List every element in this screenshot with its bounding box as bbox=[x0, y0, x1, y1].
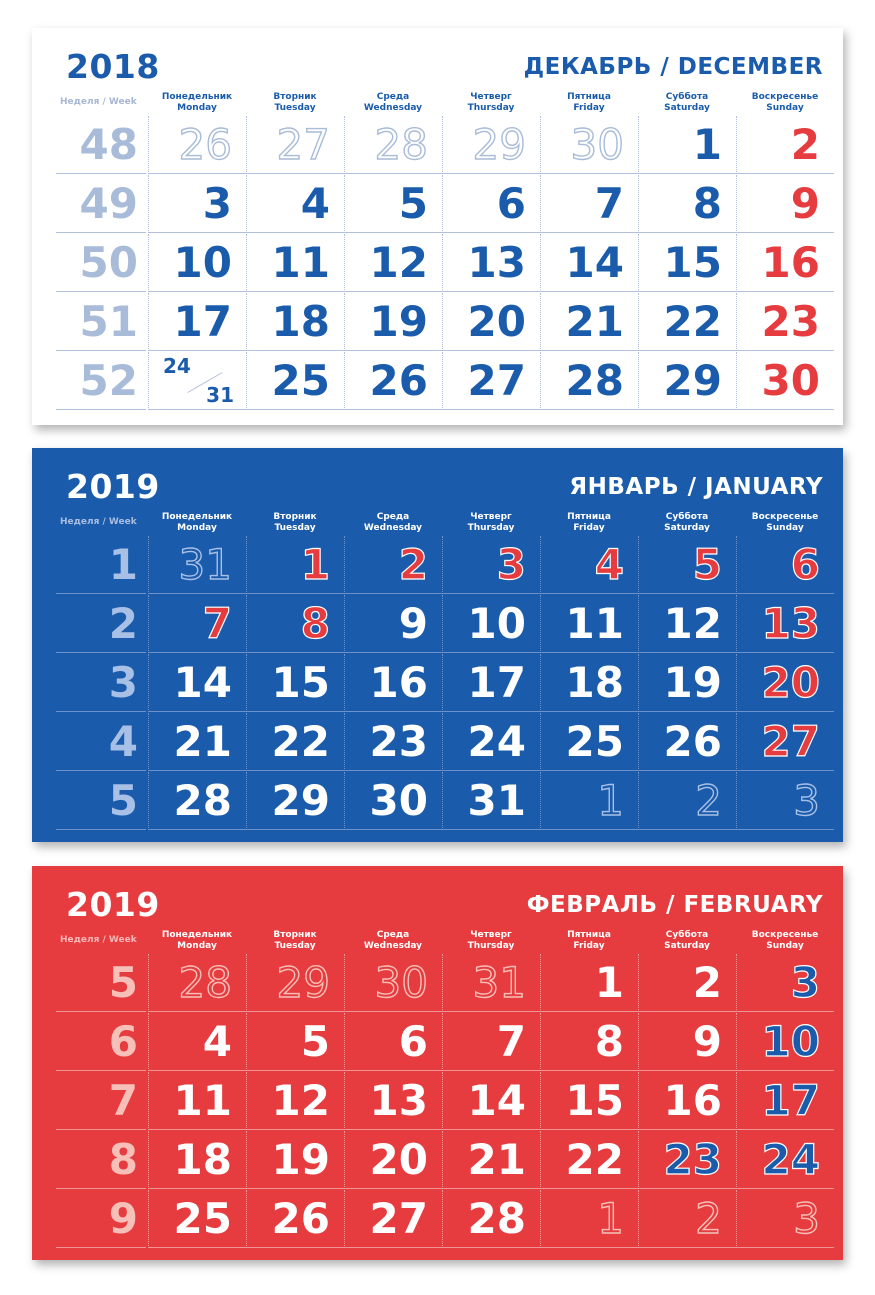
day-header-ru: Пятница bbox=[567, 92, 611, 102]
year-label: 2019 bbox=[66, 467, 160, 506]
day-cell: 27 bbox=[344, 1190, 442, 1248]
day-cell: 24 bbox=[736, 1131, 834, 1189]
day-header-en: Sunday bbox=[766, 941, 804, 951]
week-column-header: Неделя / Week bbox=[60, 97, 137, 107]
year-label: 2019 bbox=[66, 885, 160, 924]
day-cell: 2 bbox=[638, 772, 736, 830]
week-number: 9 bbox=[56, 1190, 146, 1248]
week-number: 6 bbox=[56, 1013, 146, 1071]
day-cell: 7 bbox=[148, 595, 246, 653]
day-cell: 6 bbox=[442, 175, 540, 233]
day-header-en: Wednesday bbox=[363, 941, 423, 951]
day-number-secondary: 31 bbox=[206, 383, 234, 407]
day-cell: 28 bbox=[442, 1190, 540, 1248]
day-cell: 4 bbox=[540, 536, 638, 594]
day-cell: 27 bbox=[246, 116, 344, 174]
day-cell: 10 bbox=[148, 234, 246, 292]
day-header bbox=[344, 930, 442, 952]
day-cell: 12 bbox=[638, 595, 736, 653]
week-number: 4 bbox=[56, 713, 146, 771]
day-header bbox=[638, 92, 736, 114]
day-cell: 21 bbox=[148, 713, 246, 771]
day-header bbox=[442, 512, 540, 534]
day-cell: 23 bbox=[736, 293, 834, 351]
day-header-ru: Суббота bbox=[665, 512, 709, 522]
day-header bbox=[344, 512, 442, 534]
day-cell: 20 bbox=[344, 1131, 442, 1189]
day-cell: 18 bbox=[540, 654, 638, 712]
day-header bbox=[246, 92, 344, 114]
day-header-ru: Понедельник bbox=[161, 930, 233, 940]
day-header-ru: Среда bbox=[376, 92, 410, 102]
day-cell: 8 bbox=[246, 595, 344, 653]
day-header bbox=[540, 92, 638, 114]
day-cell: 16 bbox=[736, 234, 834, 292]
day-header bbox=[344, 92, 442, 114]
day-cell: 29 bbox=[246, 954, 344, 1012]
month-title: ФЕВРАЛЬ / FEBRUARY bbox=[526, 892, 823, 918]
day-cell: 2 bbox=[344, 536, 442, 594]
day-cell: 2 bbox=[638, 954, 736, 1012]
day-cell: 18 bbox=[148, 1131, 246, 1189]
week-number: 48 bbox=[56, 116, 146, 174]
day-cell: 7 bbox=[442, 1013, 540, 1071]
day-cell: 29 bbox=[638, 352, 736, 410]
day-header-ru: Суббота bbox=[665, 930, 709, 940]
day-cell: 30 bbox=[344, 954, 442, 1012]
day-header-en: Tuesday bbox=[274, 523, 316, 533]
day-cell: 11 bbox=[540, 595, 638, 653]
day-cell: 14 bbox=[442, 1072, 540, 1130]
day-cell: 3 bbox=[148, 175, 246, 233]
day-header bbox=[540, 512, 638, 534]
day-cell: 1 bbox=[540, 1190, 638, 1248]
day-cell: 15 bbox=[540, 1072, 638, 1130]
month-title: ЯНВАРЬ / JANUARY bbox=[569, 474, 823, 500]
week-column-header: Неделя / Week bbox=[60, 517, 137, 527]
day-cell: 28 bbox=[148, 772, 246, 830]
day-cell: 13 bbox=[442, 234, 540, 292]
day-header-ru: Понедельник bbox=[161, 92, 233, 102]
day-cell: 2 bbox=[638, 1190, 736, 1248]
month-panel-1 bbox=[32, 448, 843, 842]
day-cell: 24 bbox=[442, 713, 540, 771]
day-cell: 9 bbox=[344, 595, 442, 653]
day-header-ru: Понедельник bbox=[161, 512, 233, 522]
day-cell: 4 bbox=[246, 175, 344, 233]
day-cell: 29 bbox=[442, 116, 540, 174]
day-cell: 11 bbox=[246, 234, 344, 292]
day-cell: 17 bbox=[148, 293, 246, 351]
day-cell: 16 bbox=[638, 1072, 736, 1130]
day-header-ru: Воскресенье bbox=[751, 930, 819, 940]
day-cell: 21 bbox=[442, 1131, 540, 1189]
day-header-en: Tuesday bbox=[274, 941, 316, 951]
day-cell: 7 bbox=[540, 175, 638, 233]
day-header-ru: Вторник bbox=[273, 930, 317, 940]
day-header-en: Friday bbox=[573, 523, 605, 533]
week-number: 5 bbox=[56, 954, 146, 1012]
day-cell: 10 bbox=[442, 595, 540, 653]
day-header-en: Monday bbox=[177, 103, 217, 113]
day-cell: 3 bbox=[736, 954, 834, 1012]
day-cell: 12 bbox=[246, 1072, 344, 1130]
day-cell: 25 bbox=[540, 713, 638, 771]
day-cell: 15 bbox=[246, 654, 344, 712]
day-cell: 28 bbox=[540, 352, 638, 410]
day-cell: 27 bbox=[442, 352, 540, 410]
day-header-ru: Вторник bbox=[273, 92, 317, 102]
day-header-en: Friday bbox=[573, 941, 605, 951]
day-cell: 19 bbox=[638, 654, 736, 712]
day-header-en: Friday bbox=[573, 103, 605, 113]
day-cell: 15 bbox=[638, 234, 736, 292]
day-header-ru: Четверг bbox=[470, 92, 512, 102]
day-cell: 29 bbox=[246, 772, 344, 830]
day-cell: 26 bbox=[344, 352, 442, 410]
week-number: 2 bbox=[56, 595, 146, 653]
day-cell: 30 bbox=[736, 352, 834, 410]
day-cell: 30 bbox=[540, 116, 638, 174]
week-number: 5 bbox=[56, 772, 146, 830]
day-cell: 16 bbox=[344, 654, 442, 712]
day-header bbox=[638, 512, 736, 534]
day-cell: 6 bbox=[344, 1013, 442, 1071]
day-cell: 8 bbox=[540, 1013, 638, 1071]
day-header-ru: Воскресенье bbox=[751, 512, 819, 522]
day-cell: 17 bbox=[442, 654, 540, 712]
day-cell: 6 bbox=[736, 536, 834, 594]
day-header-ru: Среда bbox=[376, 930, 410, 940]
day-header bbox=[246, 930, 344, 952]
day-cell: 26 bbox=[638, 713, 736, 771]
day-cell: 5 bbox=[246, 1013, 344, 1071]
day-cell: 9 bbox=[736, 175, 834, 233]
day-cell: 31 bbox=[148, 536, 246, 594]
month-panel-2 bbox=[32, 866, 843, 1260]
day-cell: 19 bbox=[246, 1131, 344, 1189]
day-header-en: Saturday bbox=[664, 103, 710, 113]
day-header bbox=[148, 92, 246, 114]
day-cell: 5 bbox=[344, 175, 442, 233]
day-header-en: Wednesday bbox=[363, 103, 423, 113]
day-header bbox=[148, 512, 246, 534]
day-cell: 3 bbox=[736, 772, 834, 830]
year-label: 2018 bbox=[66, 47, 160, 86]
day-header bbox=[442, 930, 540, 952]
week-column-header: Неделя / Week bbox=[60, 935, 137, 945]
day-header bbox=[148, 930, 246, 952]
day-header-ru: Вторник bbox=[273, 512, 317, 522]
day-cell: 11 bbox=[148, 1072, 246, 1130]
day-cell: 20 bbox=[736, 654, 834, 712]
day-header-ru: Пятница bbox=[567, 512, 611, 522]
day-cell: 1 bbox=[246, 536, 344, 594]
day-header-ru: Среда bbox=[376, 512, 410, 522]
day-cell: 21 bbox=[540, 293, 638, 351]
week-number: 7 bbox=[56, 1072, 146, 1130]
day-cell: 30 bbox=[344, 772, 442, 830]
day-number: 24 bbox=[163, 354, 191, 378]
day-cell: 12 bbox=[344, 234, 442, 292]
day-header bbox=[246, 512, 344, 534]
day-header bbox=[442, 92, 540, 114]
day-header bbox=[540, 930, 638, 952]
day-cell: 18 bbox=[246, 293, 344, 351]
week-number: 50 bbox=[56, 234, 146, 292]
day-header bbox=[736, 512, 834, 534]
day-cell: 1 bbox=[540, 954, 638, 1012]
week-number: 52 bbox=[56, 352, 146, 410]
day-header-ru: Пятница bbox=[567, 930, 611, 940]
day-cell: 17 bbox=[736, 1072, 834, 1130]
day-cell: 22 bbox=[638, 293, 736, 351]
day-header-en: Tuesday bbox=[274, 103, 316, 113]
day-cell: 31 bbox=[442, 772, 540, 830]
day-header-en: Thursday bbox=[467, 941, 515, 951]
month-title: ДЕКАБРЬ / DECEMBER bbox=[523, 54, 823, 80]
day-cell: 28 bbox=[148, 954, 246, 1012]
day-header-en: Monday bbox=[177, 523, 217, 533]
day-cell: 20 bbox=[442, 293, 540, 351]
day-header bbox=[638, 930, 736, 952]
day-cell: 13 bbox=[736, 595, 834, 653]
day-header-en: Saturday bbox=[664, 523, 710, 533]
day-cell: 14 bbox=[540, 234, 638, 292]
day-header-en: Thursday bbox=[467, 523, 515, 533]
week-number: 49 bbox=[56, 175, 146, 233]
week-number: 1 bbox=[56, 536, 146, 594]
day-header-en: Sunday bbox=[766, 103, 804, 113]
day-cell: 27 bbox=[736, 713, 834, 771]
day-header-en: Thursday bbox=[467, 103, 515, 113]
day-cell: 14 bbox=[148, 654, 246, 712]
day-cell: 22 bbox=[246, 713, 344, 771]
day-header-en: Sunday bbox=[766, 523, 804, 533]
week-number: 51 bbox=[56, 293, 146, 351]
day-header-en: Saturday bbox=[664, 941, 710, 951]
day-cell: 23 bbox=[344, 713, 442, 771]
day-header bbox=[736, 930, 834, 952]
day-cell: 25 bbox=[148, 1190, 246, 1248]
day-cell: 26 bbox=[148, 116, 246, 174]
day-cell: 9 bbox=[638, 1013, 736, 1071]
day-cell: 1 bbox=[540, 772, 638, 830]
day-cell: 26 bbox=[246, 1190, 344, 1248]
day-cell: 19 bbox=[344, 293, 442, 351]
week-number: 8 bbox=[56, 1131, 146, 1189]
day-cell: 25 bbox=[246, 352, 344, 410]
month-panel-0 bbox=[32, 28, 843, 425]
day-header-ru: Воскресенье bbox=[751, 92, 819, 102]
day-cell: 3 bbox=[442, 536, 540, 594]
day-header bbox=[736, 92, 834, 114]
day-cell: 23 bbox=[638, 1131, 736, 1189]
day-header-ru: Четверг bbox=[470, 930, 512, 940]
day-cell: 1 bbox=[638, 116, 736, 174]
day-cell: 8 bbox=[638, 175, 736, 233]
week-number: 3 bbox=[56, 654, 146, 712]
day-header-en: Wednesday bbox=[363, 523, 423, 533]
day-cell: 2 bbox=[736, 116, 834, 174]
day-cell: 28 bbox=[344, 116, 442, 174]
day-cell: 4 bbox=[148, 1013, 246, 1071]
day-cell: 31 bbox=[442, 954, 540, 1012]
day-header-ru: Суббота bbox=[665, 92, 709, 102]
day-header-en: Monday bbox=[177, 941, 217, 951]
day-cell: 13 bbox=[344, 1072, 442, 1130]
day-cell bbox=[148, 352, 246, 410]
day-cell: 3 bbox=[736, 1190, 834, 1248]
day-cell: 5 bbox=[638, 536, 736, 594]
day-header-ru: Четверг bbox=[470, 512, 512, 522]
day-cell: 10 bbox=[736, 1013, 834, 1071]
day-cell: 22 bbox=[540, 1131, 638, 1189]
